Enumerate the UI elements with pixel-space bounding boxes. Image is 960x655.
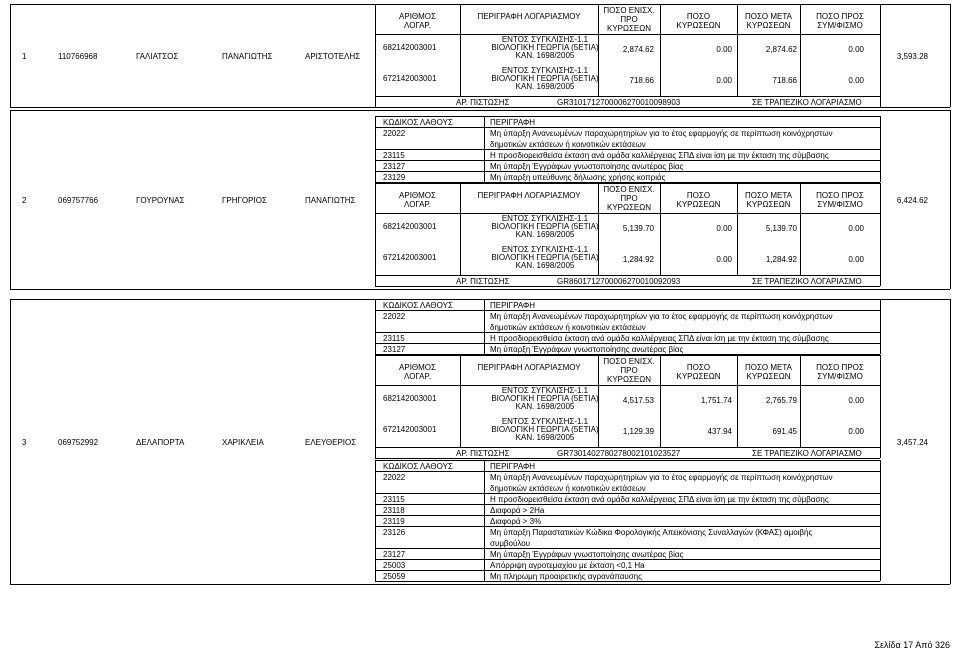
header-sanctions: ΚΥΡΩΣΕΩΝ bbox=[676, 200, 721, 209]
error-code: 23126 bbox=[383, 528, 406, 537]
header-amount-before: ΠΟΣΟ ΕΝΙΣΧ. bbox=[603, 6, 655, 15]
error-description: Μη ύπαρξη Έγγράφων γνωστοποίησης ανωτέρας βίας bbox=[490, 550, 684, 559]
error-description: Η προσδιορεισθείσα έκταση ανά ομάδα καλλιέργειας ΣΠΔ είναι ίση με την έκταση της σύμβασης bbox=[490, 334, 829, 343]
error-description: συμβούλου bbox=[490, 539, 531, 548]
account-description: ΒΙΟΛΟΓΙΚΗ ΓΕΩΡΓΙΑ (5ΕΤΙΑ) bbox=[491, 253, 599, 262]
amount-after: 2,765.79 bbox=[765, 396, 797, 405]
rule-line bbox=[484, 299, 485, 354]
account-description: ΚΑΝ. 1698/2005 bbox=[515, 402, 575, 411]
header-amount-after: ΠΟΣΟ ΜΕΤΑ bbox=[744, 191, 793, 200]
header-amount-before: ΚΥΡΩΣΕΩΝ bbox=[606, 375, 652, 384]
header-amount-before: ΠΡΟ bbox=[620, 15, 638, 24]
rule-line bbox=[375, 570, 880, 571]
rule-line bbox=[880, 96, 881, 107]
rule-line bbox=[880, 275, 881, 286]
account-number: 672142003001 bbox=[383, 253, 437, 262]
account-description: ΒΙΟΛΟΓΙΚΗ ΓΕΩΡΓΙΑ (5ΕΤΙΑ) bbox=[491, 394, 599, 403]
rule-line bbox=[460, 4, 461, 96]
header-amount-after: ΠΟΣΟ ΜΕΤΑ bbox=[744, 363, 793, 372]
rule-line bbox=[375, 310, 880, 311]
rule-line bbox=[375, 171, 880, 172]
rule-line bbox=[10, 110, 950, 111]
error-description: δημοτικών εκτάσεων ή κοινοτικών εκτάσεων bbox=[490, 323, 646, 332]
record-last-name: ΓΟΥΡΟΥΝΑΣ bbox=[136, 195, 185, 205]
rule-line bbox=[375, 581, 880, 582]
error-description: Η προσδιορεισθείσα έκταση ανά ομάδα καλλιέργειας ΣΠΔ είναι ίση με την έκταση της σύμβασης bbox=[490, 151, 829, 160]
header-amount-before: ΚΥΡΩΣΕΩΝ bbox=[606, 24, 652, 33]
error-code-header: ΚΩΔΙΚΟΣ ΛΑΘΟΥΣ bbox=[383, 462, 453, 471]
header-amount-after: ΠΟΣΟ ΜΕΤΑ bbox=[744, 12, 793, 21]
amount-before: 5,139.70 bbox=[622, 224, 654, 233]
rule-line bbox=[375, 559, 880, 560]
rule-line bbox=[10, 289, 950, 290]
error-code: 25003 bbox=[383, 561, 406, 570]
account-description: ΚΑΝ. 1698/2005 bbox=[515, 51, 575, 60]
rule-line bbox=[460, 183, 461, 275]
record-father-name: ΑΡΙΣΤΟΤΕΛΗΣ bbox=[305, 51, 361, 61]
amount-sanctions: 0.00 bbox=[716, 76, 732, 85]
bank-account-label: ΣΕ ΤΡΑΠΕΖΙΚΟ ΛΟΓΑΡΙΑΣΜΟ bbox=[752, 277, 862, 286]
header-amount-offset: ΣΥΜ/ΦΙΣΜΟ bbox=[817, 372, 863, 381]
error-code: 23127 bbox=[383, 345, 406, 354]
rule-line bbox=[800, 4, 801, 96]
account-description: ΒΙΟΛΟΓΙΚΗ ΓΕΩΡΓΙΑ (5ΕΤΙΑ) bbox=[491, 425, 599, 434]
record-afm: 069757766 bbox=[58, 195, 99, 205]
iban-label: ΑΡ. ΠΙΣΤΩΣΗΣ bbox=[456, 98, 510, 107]
rule-line bbox=[598, 4, 599, 96]
error-description: δημοτικών εκτάσεων ή κοινοτικών εκτάσεων bbox=[490, 484, 646, 493]
error-code: 22022 bbox=[383, 473, 406, 482]
header-sanctions: ΠΟΣΟ bbox=[686, 12, 711, 21]
rule-line bbox=[660, 4, 661, 96]
header-amount-offset: ΠΟΣΟ ΠΡΟΣ bbox=[816, 12, 864, 21]
iban-value: GR7301402780278002101023527 bbox=[557, 449, 681, 458]
amount-before: 718.66 bbox=[629, 76, 654, 85]
rule-line bbox=[660, 355, 661, 447]
iban-label: ΑΡ. ΠΙΣΤΩΣΗΣ bbox=[456, 277, 510, 286]
error-code: 23118 bbox=[383, 506, 405, 515]
header-sanctions: ΠΟΣΟ bbox=[686, 191, 711, 200]
error-code: 23115 bbox=[383, 151, 405, 160]
header-amount-after: ΚΥΡΩΣΕΩΝ bbox=[746, 21, 791, 30]
rule-line bbox=[880, 447, 881, 458]
error-description-header: ΠΕΡΙΓΡΑΦΗ bbox=[490, 118, 536, 127]
header-amount-before: ΠΡΟ bbox=[620, 194, 638, 203]
header-sanctions: ΚΥΡΩΣΕΩΝ bbox=[676, 372, 721, 381]
rule-line bbox=[375, 526, 880, 527]
iban-value: GR3101712700006270010098903 bbox=[557, 98, 681, 107]
account-description: ΕΝΤΟΣ ΣΥΓΚΛΙΣΗΣ-1.1 bbox=[501, 245, 589, 254]
amount-sanctions: 1,751.74 bbox=[700, 396, 732, 405]
rule-line bbox=[375, 493, 880, 494]
rule-line bbox=[800, 355, 801, 447]
record-seq: 1 bbox=[22, 51, 27, 61]
rule-line bbox=[375, 332, 880, 333]
rule-line bbox=[880, 116, 881, 182]
amount-sanctions: 0.00 bbox=[716, 224, 732, 233]
bank-account-label: ΣΕ ΤΡΑΠΕΖΙΚΟ ΛΟΓΑΡΙΑΣΜΟ bbox=[752, 98, 862, 107]
account-description: ΕΝΤΟΣ ΣΥΓΚΛΙΣΗΣ-1.1 bbox=[501, 417, 589, 426]
amount-offset: 0.00 bbox=[848, 427, 864, 436]
amount-offset: 0.00 bbox=[848, 45, 864, 54]
error-code: 25059 bbox=[383, 572, 406, 581]
rule-line bbox=[375, 447, 880, 448]
iban-value: GR8601712700006270010092093 bbox=[557, 277, 681, 286]
amount-sanctions: 437.94 bbox=[707, 427, 732, 436]
amount-before: 1,129.39 bbox=[622, 427, 654, 436]
error-description: Μη ύπαρξη υπεύθυνης δήλωσης χρήσης κοπριάς bbox=[490, 173, 666, 182]
record-last-name: ΓΑΛΙΑΤΣΟΣ bbox=[136, 51, 179, 61]
rule-line bbox=[375, 460, 376, 581]
rule-line bbox=[375, 34, 880, 35]
error-code: 23127 bbox=[383, 162, 406, 171]
rule-line bbox=[880, 355, 881, 447]
error-code-header: ΚΩΔΙΚΟΣ ΛΑΘΟΥΣ bbox=[383, 301, 453, 310]
amount-after: 2,874.62 bbox=[765, 45, 797, 54]
bank-account-label: ΣΕ ΤΡΑΠΕΖΙΚΟ ΛΟΓΑΡΙΑΣΜΟ bbox=[752, 449, 862, 458]
error-description: δημοτικών εκτάσεων ή κοινοτικών εκτάσεων bbox=[490, 140, 646, 149]
rule-line bbox=[880, 299, 881, 354]
rule-line bbox=[10, 4, 950, 5]
record-first-name: ΧΑΡΙΚΛΕΙΑ bbox=[222, 437, 264, 447]
error-description: Μη ύπαρξη Έγγράφων γνωστοποίησης ανωτέρας βίας bbox=[490, 162, 684, 171]
account-number: 682142003001 bbox=[383, 43, 437, 52]
error-description: Διαφορά > 2Ha bbox=[490, 506, 545, 515]
error-description: Μη ύπαρξη Ανανεωμένων παραχωρητηρίων για το έτος εφαρμογής σε περίπτωση κοινόχρηστων bbox=[490, 312, 833, 321]
rule-line bbox=[375, 127, 880, 128]
rule-line bbox=[484, 116, 485, 182]
record-father-name: ΕΛΕΥΘΕΡΙΟΣ bbox=[305, 437, 357, 447]
rule-line bbox=[375, 548, 880, 549]
rule-line bbox=[375, 4, 376, 96]
error-description: Μη ύπαρξη Ανανεωμένων παραχωρητηρίων για το έτος εφαρμογής σε περίπτωση κοινόχρηστων bbox=[490, 129, 833, 138]
header-amount-after: ΚΥΡΩΣΕΩΝ bbox=[746, 200, 791, 209]
rule-line bbox=[10, 110, 11, 289]
header-account-description: ΠΕΡΙΓΡΑΦΗ ΛΟΓΑΡΙΑΣΜΟΥ bbox=[477, 12, 581, 21]
error-code: 23115 bbox=[383, 334, 405, 343]
error-code: 23129 bbox=[383, 173, 406, 182]
record-seq: 2 bbox=[22, 195, 27, 205]
header-amount-offset: ΠΟΣΟ ΠΡΟΣ bbox=[816, 363, 864, 372]
header-account-number: ΑΡΙΘΜΟΣ bbox=[399, 12, 436, 21]
rule-line bbox=[375, 183, 376, 275]
amount-sanctions: 0.00 bbox=[716, 255, 732, 264]
rule-line bbox=[375, 355, 376, 447]
header-account-number: ΑΡΙΘΜΟΣ bbox=[399, 191, 436, 200]
error-description: Μη ύπαρξη Παραστατικών Κώδικα Φορολογικής Απεικόνισης Συναλλαγών (ΚΦΑΣ) αμοιβής bbox=[490, 528, 813, 537]
account-number: 682142003001 bbox=[383, 394, 437, 403]
rule-line bbox=[484, 460, 485, 581]
rule-line bbox=[375, 116, 880, 117]
header-sanctions: ΚΥΡΩΣΕΩΝ bbox=[676, 21, 721, 30]
amount-before: 2,874.62 bbox=[622, 45, 654, 54]
record-first-name: ΓΡΗΓΟΡΙΟΣ bbox=[222, 195, 267, 205]
account-description: ΕΝΤΟΣ ΣΥΓΚΛΙΣΗΣ-1.1 bbox=[501, 35, 589, 44]
error-description: Μη ύπαρξη Ανανεωμένων παραχωρητηρίων για το έτος εφαρμογής σε περίπτωση κοινόχρηστων bbox=[490, 473, 833, 482]
rule-line bbox=[598, 355, 599, 447]
rule-line bbox=[10, 299, 11, 584]
account-number: 672142003001 bbox=[383, 425, 437, 434]
header-account-number: ΑΡΙΘΜΟΣ bbox=[399, 363, 436, 372]
rule-line bbox=[10, 4, 11, 107]
header-sanctions: ΠΟΣΟ bbox=[686, 363, 711, 372]
record-afm: 069752992 bbox=[58, 437, 99, 447]
account-description: ΚΑΝ. 1698/2005 bbox=[515, 82, 575, 91]
header-account-description: ΠΕΡΙΓΡΑΦΗ ΛΟΓΑΡΙΑΣΜΟΥ bbox=[477, 363, 581, 372]
rule-line bbox=[737, 355, 738, 447]
rule-line bbox=[375, 275, 880, 276]
rule-line bbox=[375, 385, 880, 386]
rule-line bbox=[375, 343, 880, 344]
record-father-name: ΠΑΝΑΓΙΩΤΗΣ bbox=[305, 195, 356, 205]
rule-line bbox=[375, 183, 880, 184]
rule-line bbox=[10, 107, 950, 108]
amount-after: 5,139.70 bbox=[765, 224, 797, 233]
record-last-name: ΔΕΛΑΠΟΡΤΑ bbox=[136, 437, 185, 447]
error-description-header: ΠΕΡΙΓΡΑΦΗ bbox=[490, 301, 536, 310]
header-amount-after: ΚΥΡΩΣΕΩΝ bbox=[746, 372, 791, 381]
header-amount-offset: ΠΟΣΟ ΠΡΟΣ bbox=[816, 191, 864, 200]
header-amount-before: ΠΟΣΟ ΕΝΙΣΧ. bbox=[603, 185, 655, 194]
iban-label: ΑΡ. ΠΙΣΤΩΣΗΣ bbox=[456, 449, 510, 458]
rule-line bbox=[950, 4, 951, 107]
amount-after: 1,284.92 bbox=[765, 255, 797, 264]
rule-line bbox=[375, 286, 880, 287]
amount-after: 691.45 bbox=[772, 427, 797, 436]
error-code: 23127 bbox=[383, 550, 406, 559]
rule-line bbox=[375, 458, 880, 459]
account-description: ΚΑΝ. 1698/2005 bbox=[515, 433, 575, 442]
account-description: ΚΑΝ. 1698/2005 bbox=[515, 230, 575, 239]
amount-offset: 0.00 bbox=[848, 396, 864, 405]
record-total: 3,593.28 bbox=[896, 51, 928, 61]
header-account-number: ΛΟΓΑΡ. bbox=[404, 200, 431, 209]
error-code: 23115 bbox=[383, 495, 405, 504]
error-description: Η προσδιορεισθείσα έκταση ανά ομάδα καλλιέργειας ΣΠΔ είναι ίση με την έκταση της σύμβασης bbox=[490, 495, 829, 504]
rule-line bbox=[880, 4, 881, 96]
rule-line bbox=[880, 460, 881, 581]
record-first-name: ΠΑΝΑΓΙΩΤΗΣ bbox=[222, 51, 273, 61]
error-code-header: ΚΩΔΙΚΟΣ ΛΑΘΟΥΣ bbox=[383, 118, 453, 127]
account-number: 672142003001 bbox=[383, 74, 437, 83]
error-description: Μη πληρωμη προαιρετικής αγρανάπαυσης bbox=[490, 572, 642, 581]
error-description: Μη ύπαρξη Έγγράφων γνωστοποίησης ανωτέρας βίας bbox=[490, 345, 684, 354]
header-amount-offset: ΣΥΜ/ΦΙΣΜΟ bbox=[817, 200, 863, 209]
amount-offset: 0.00 bbox=[848, 76, 864, 85]
header-amount-before: ΚΥΡΩΣΕΩΝ bbox=[606, 203, 652, 212]
amount-sanctions: 0.00 bbox=[716, 45, 732, 54]
error-code: 23119 bbox=[383, 517, 405, 526]
rule-line bbox=[950, 299, 951, 584]
rule-line bbox=[460, 355, 461, 447]
account-description: ΕΝΤΟΣ ΣΥΓΚΛΙΣΗΣ-1.1 bbox=[501, 214, 589, 223]
header-amount-offset: ΣΥΜ/ΦΙΣΜΟ bbox=[817, 21, 863, 30]
header-amount-before: ΠΟΣΟ ΕΝΙΣΧ. bbox=[603, 357, 655, 366]
record-seq: 3 bbox=[22, 437, 27, 447]
record-total: 3,457.24 bbox=[896, 437, 928, 447]
record-total: 6,424.62 bbox=[896, 195, 928, 205]
error-code: 22022 bbox=[383, 129, 406, 138]
rule-line bbox=[375, 471, 880, 472]
rule-line bbox=[375, 160, 880, 161]
record-afm: 110766968 bbox=[58, 51, 98, 61]
page-number: Σελίδα 17 Από 326 bbox=[874, 640, 950, 650]
header-amount-before: ΠΡΟ bbox=[620, 366, 638, 375]
rule-line bbox=[375, 447, 376, 458]
rule-line bbox=[375, 213, 880, 214]
rule-line bbox=[375, 355, 880, 356]
rule-line bbox=[375, 504, 880, 505]
rule-line bbox=[375, 515, 880, 516]
account-description: ΒΙΟΛΟΓΙΚΗ ΓΕΩΡΓΙΑ (5ΕΤΙΑ) bbox=[491, 222, 599, 231]
error-description-header: ΠΕΡΙΓΡΑΦΗ bbox=[490, 462, 536, 471]
rule-line bbox=[375, 275, 376, 286]
rule-line bbox=[10, 584, 950, 585]
rule-line bbox=[375, 96, 376, 107]
account-description: ΕΝΤΟΣ ΣΥΓΚΛΙΣΗΣ-1.1 bbox=[501, 386, 589, 395]
account-description: ΒΙΟΛΟΓΙΚΗ ΓΕΩΡΓΙΑ (5ΕΤΙΑ) bbox=[491, 74, 599, 83]
error-description: Διαφορά > 3% bbox=[490, 517, 542, 526]
account-number: 682142003001 bbox=[383, 222, 437, 231]
account-description: ΕΝΤΟΣ ΣΥΓΚΛΙΣΗΣ-1.1 bbox=[501, 66, 589, 75]
rule-line bbox=[737, 4, 738, 96]
rule-line bbox=[375, 149, 880, 150]
rule-line bbox=[10, 299, 950, 300]
rule-line bbox=[660, 183, 661, 275]
rule-line bbox=[375, 299, 376, 354]
amount-offset: 0.00 bbox=[848, 255, 864, 264]
amount-before: 4,517.53 bbox=[622, 396, 654, 405]
header-account-number: ΛΟΓΑΡ. bbox=[404, 372, 431, 381]
account-description: ΚΑΝ. 1698/2005 bbox=[515, 261, 575, 270]
amount-before: 1,284.92 bbox=[622, 255, 654, 264]
error-code: 22022 bbox=[383, 312, 406, 321]
amount-after: 718.66 bbox=[772, 76, 797, 85]
header-account-description: ΠΕΡΙΓΡΑΦΗ ΛΟΓΑΡΙΑΣΜΟΥ bbox=[477, 191, 581, 200]
header-account-number: ΛΟΓΑΡ. bbox=[404, 21, 431, 30]
rule-line bbox=[375, 116, 376, 182]
account-description: ΒΙΟΛΟΓΙΚΗ ΓΕΩΡΓΙΑ (5ΕΤΙΑ) bbox=[491, 43, 599, 52]
rule-line bbox=[598, 183, 599, 275]
rule-line bbox=[375, 96, 880, 97]
rule-line bbox=[950, 110, 951, 289]
rule-line bbox=[375, 460, 880, 461]
error-description: Απόρριψη αγροτεμαχίου με έκταση <0,1 Ha bbox=[490, 561, 645, 570]
amount-offset: 0.00 bbox=[848, 224, 864, 233]
